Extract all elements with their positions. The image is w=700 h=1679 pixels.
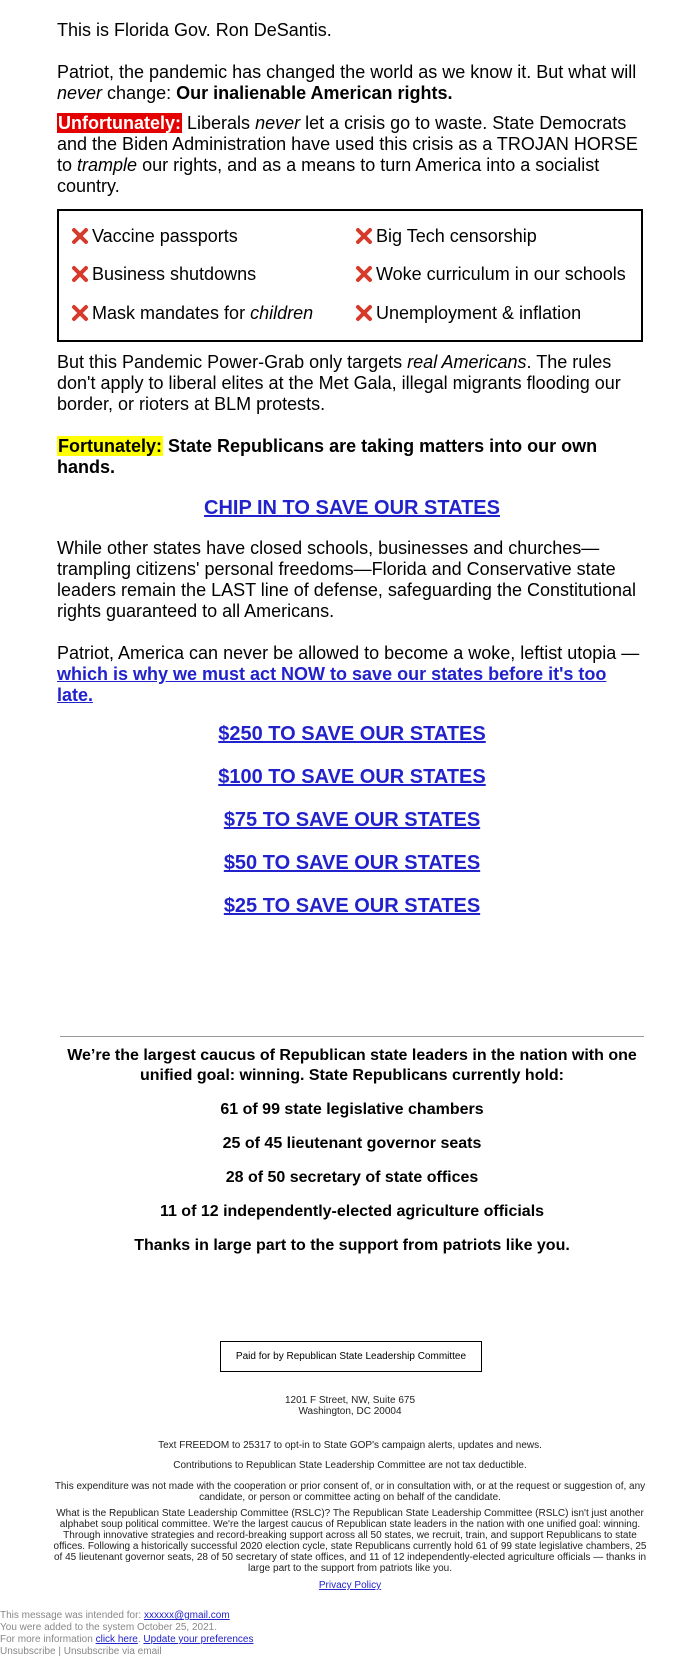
greeting: This is Florida Gov. Ron DeSantis. [57,20,332,40]
update-preferences-link[interactable]: Update your preferences [143,1634,254,1645]
contributions-notice: Contributions to Republican State Leadership Committee are not tax deductible. [173,1460,527,1471]
expenditure-notice: This expenditure was not made with the cooperation or prior consent of, or in consultation with, or at the request or suggestion of, any candidate, or person or committee acting on behalf of the candidate. [54,1481,646,1503]
threat-item: Mask mandates for children [71,303,313,324]
fortunately-paragraph: Fortunately: State Republicans are taking matters into our own hands. [57,436,598,477]
address: 1201 F Street, NW, Suite 675 Washington, DC 20004 [284,1395,416,1417]
states-paragraph: While other states have closed schools, businesses and churches—trampling citizens' personal freedoms—Florida and Conservative state leaders remain the LAST line of defense, safeguarding the Constitutional rights guaranteed to all Americans. [57,538,637,621]
threat-item: Business shutdowns [71,264,256,285]
stats-thanks: Thanks in large part to the support from patriots like you. [134,1237,570,1254]
privacy-wrap [50,1580,650,1591]
donate-25-link[interactable]: $25 TO SAVE OUR STATES [223,895,481,917]
email-body [57,20,647,918]
threat-item: Unemployment & inflation [355,303,581,324]
chip-in-link[interactable]: CHIP IN TO SAVE OUR STATES [204,497,500,519]
rslc-about: What is the Republican State Leadership Committee (RSLC)? The Republican State Leadership Committee (RSLC) isn't just another alphabet soup political committee. We're the largest caucus of Republican state leaders in the nation with one unified goal: winning. Through innovative strategies and record-breaking support across all 50 states, we recruit, train, and support Republicans to state offices. Following a historically successful 2020 election cycle, state Republicans currently hold 61 of 99 state legislative chambers, 25 of 45 lieutenant governor seats, 28 of 50 secretary of state offices, and 11 of 12 independently-elected agriculture officials — thanks in large part to the support from patriots like you. [53,1508,647,1574]
click-here-link[interactable]: click here [95,1634,138,1645]
red-x-icon [71,227,89,245]
stat-item: 25 of 45 lieutenant governor seats [222,1135,482,1152]
donate-75-link[interactable]: $75 TO SAVE OUR STATES [223,809,481,831]
stat-item: 11 of 12 independently-elected agriculture officials [159,1203,545,1220]
intended-for-line: This message was intended for: xxxxxx@gmail.com [0,1610,230,1621]
threat-item: Vaccine passports [71,226,238,247]
donate-100-link[interactable]: $100 TO SAVE OUR STATES [218,766,486,788]
unsubscribe-email-link[interactable]: Unsubscribe via email [63,1646,162,1657]
intro-paragraph: Patriot, the pandemic has changed the world as we know it. But what will never change: Our inalienable American rights. [57,62,637,103]
donate-50-link[interactable]: $50 TO SAVE OUR STATES [223,852,481,874]
text-optin: Text FREEDOM to 25317 to opt-in to State GOP's campaign alerts, updates and news. [158,1440,542,1451]
stats-intro: We’re the largest caucus of Republican state leaders in the nation with one unified goal: winning. State Republicans currently hold: [67,1047,637,1084]
red-x-icon [355,265,373,283]
fortunately-label: Fortunately: [58,436,163,456]
divider [60,1036,644,1037]
donation-links [57,722,647,918]
email-link[interactable]: xxxxxx@gmail.com [143,1610,230,1621]
unsubscribe-link[interactable]: Unsubscribe [0,1646,56,1657]
threat-item: Big Tech censorship [355,226,537,247]
powergrab-paragraph: But this Pandemic Power-Grab only targets real Americans. The rules don't apply to liberal elites at the Met Gala, illegal migrants flooding our border, or rioters at BLM protests. [57,352,621,414]
patriot-paragraph: Patriot, America can never be allowed to become a woke, leftist utopia — which is why we must act NOW to save our states before it's too late. [57,643,640,705]
red-x-icon [355,227,373,245]
stat-item: 61 of 99 state legislative chambers [220,1101,484,1118]
privacy-policy-link[interactable]: Privacy Policy [318,1580,382,1591]
red-x-icon [355,304,373,322]
act-now-link[interactable]: which is why we must act NOW to save our states before it's too late. [57,664,607,705]
paid-for-box: Paid for by Republican State Leadership Committee [220,1341,482,1372]
unsubscribe-line: Unsubscribe | Unsubscribe via email [0,1646,162,1657]
more-info-line: For more information click here. Update your preferences [0,1634,254,1645]
red-x-icon [71,304,89,322]
donate-250-link[interactable]: $250 TO SAVE OUR STATES [218,723,486,745]
threat-item: Woke curriculum in our schools [355,264,626,285]
unfortunately-label: Unfortunately: [58,113,181,133]
unfortunately-paragraph: Unfortunately: Liberals never let a crisis go to waste. State Democrats and the Biden Administration have used this crisis as a TROJAN HORSE to trample our rights, and as a means to turn America into a socialist country. [57,113,638,196]
stat-item: 28 of 50 secretary of state offices [225,1169,479,1186]
stats-section [57,1046,647,1256]
added-line: You were added to the system October 25, 2021. [0,1622,217,1633]
threats-box [57,209,643,342]
red-x-icon [71,265,89,283]
cta-main-wrap [57,496,647,520]
